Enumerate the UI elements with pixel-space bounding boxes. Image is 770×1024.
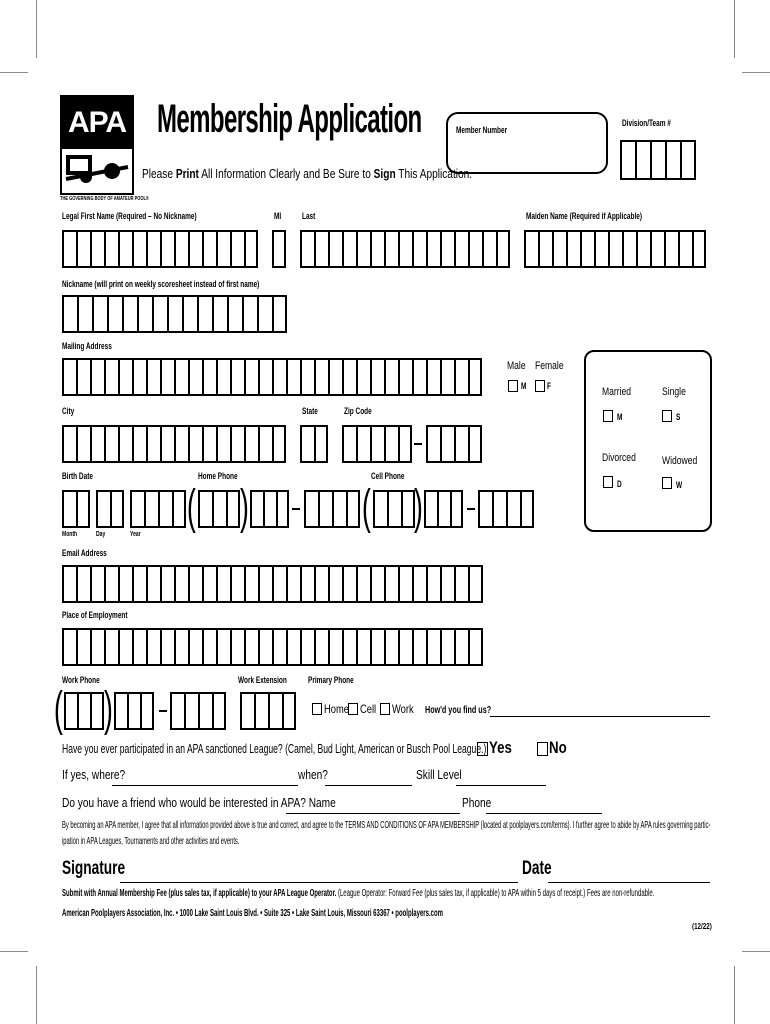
- find-us-line[interactable]: [490, 716, 710, 717]
- state-label: State: [302, 406, 318, 416]
- work-extension-field[interactable]: [240, 692, 296, 730]
- division-team-label: Division/Team #: [622, 118, 671, 128]
- birth-month-field[interactable]: [62, 490, 90, 528]
- terms-line-2: ipation in APA Leagues, Tournaments and other activities and events.: [62, 836, 240, 847]
- member-number-label: Member Number: [456, 125, 508, 135]
- instruction-post: This Application.: [395, 166, 473, 181]
- male-checkbox[interactable]: [508, 380, 518, 392]
- state-field[interactable]: [300, 425, 328, 463]
- participated-question: Have you ever participated in an APA sanctioned League? (Camel, Bud Light, American or Busch Pool League.): [62, 741, 487, 756]
- primary-home-checkbox[interactable]: [312, 703, 322, 715]
- home-area-code-field[interactable]: [198, 490, 240, 528]
- skill-level-label: Skill Level: [416, 767, 462, 782]
- instruction-pre: Please: [142, 166, 176, 181]
- when-line[interactable]: [325, 785, 412, 786]
- day-label: Day: [96, 531, 106, 538]
- terms-line-1: By becoming an APA member, I agree that all information provided above is true and correct, and agree to the TERMS AND CONDITIONS OF APA MEMBERSHIP (located at poolplayers.com/terms). I further agree to abide by APA rules governing partic-: [62, 820, 711, 831]
- yes-checkbox[interactable]: [477, 742, 488, 756]
- home-line-field[interactable]: [304, 490, 360, 528]
- married-label: Married: [602, 386, 632, 398]
- instruction-text: [142, 166, 472, 181]
- primary-work-checkbox[interactable]: [380, 703, 390, 715]
- birth-day-field[interactable]: [96, 490, 124, 528]
- primary-work-label: Work: [392, 702, 414, 716]
- birth-year-field[interactable]: [130, 490, 186, 528]
- month-label: Month: [62, 531, 78, 538]
- female-label: Female: [535, 360, 564, 372]
- if-yes-label: If yes, where?: [62, 767, 126, 782]
- cell-dash: [467, 508, 475, 510]
- mi-label: MI: [274, 211, 282, 221]
- primary-cell-label: Cell: [360, 702, 377, 716]
- signature-line[interactable]: [120, 882, 518, 883]
- yes-label: Yes: [489, 738, 512, 757]
- logo-text: APA: [62, 97, 132, 149]
- employment-field[interactable]: [62, 628, 483, 666]
- marital-status-box: [584, 350, 712, 532]
- nickname-label: Nickname (will print on weekly scoresheet instead of first name): [62, 279, 260, 289]
- mi-field[interactable]: [272, 230, 286, 268]
- no-checkbox[interactable]: [537, 742, 548, 756]
- employment-label: Place of Employment: [62, 610, 128, 620]
- cell-area-open-paren: (: [362, 481, 371, 534]
- friend-label: Do you have a friend who would be interested in APA? Name: [62, 795, 336, 810]
- zip-dash: [414, 443, 422, 445]
- divorced-label: Divorced: [602, 452, 636, 464]
- member-number-box[interactable]: [446, 112, 608, 174]
- page-title: Membership Application: [157, 97, 422, 141]
- work-dash: [159, 710, 167, 712]
- single-label: Single: [662, 386, 686, 398]
- apa-logo: [60, 95, 134, 195]
- skill-level-line[interactable]: [456, 785, 546, 786]
- home-area-close-paren: ): [240, 481, 249, 534]
- friend-phone-line[interactable]: [486, 813, 602, 814]
- maiden-name-field[interactable]: [524, 230, 706, 268]
- find-us-label: How'd you find us?: [425, 705, 492, 716]
- married-checkbox[interactable]: [603, 410, 613, 422]
- date-line[interactable]: [548, 882, 710, 883]
- first-name-field[interactable]: [62, 230, 258, 268]
- work-area-code-field[interactable]: [64, 692, 104, 730]
- cell-area-close-paren: ): [414, 481, 423, 534]
- work-phone-label: Work Phone: [62, 675, 100, 685]
- home-phone-label: Home Phone: [198, 471, 238, 481]
- crop-mark: [36, 0, 37, 58]
- division-team-cells[interactable]: [620, 140, 696, 180]
- crop-mark: [734, 0, 735, 58]
- primary-phone-label: Primary Phone: [308, 675, 354, 685]
- female-f: F: [547, 381, 551, 391]
- cell-phone-label: Cell Phone: [371, 471, 405, 481]
- year-label: Year: [130, 531, 141, 538]
- crop-mark: [0, 951, 28, 952]
- email-label: Email Address: [62, 548, 107, 558]
- cell-area-code-field[interactable]: [373, 490, 415, 528]
- work-line-field[interactable]: [170, 692, 226, 730]
- single-s: S: [676, 412, 681, 422]
- divorced-d: D: [617, 479, 622, 489]
- submit-instructions: [62, 888, 654, 899]
- submit-rest: (League Operator: Forward Fee (plus sales tax, if applicable) to APA within 5 days of receipt.) Fees are non-refundable.: [336, 888, 655, 899]
- submit-bold: Submit with Annual Membership Fee (plus sales tax, if applicable) to your APA League Operator.: [62, 888, 337, 899]
- primary-cell-checkbox[interactable]: [348, 703, 358, 715]
- form-code: (12/22): [692, 922, 712, 931]
- date-label: Date: [522, 858, 552, 879]
- crop-mark: [36, 966, 37, 1024]
- widowed-w: W: [676, 480, 683, 490]
- logo-tagline: THE GOVERNING BODY OF AMATEUR POOL®: [60, 196, 149, 202]
- divorced-checkbox[interactable]: [603, 476, 613, 488]
- crop-mark: [742, 72, 770, 73]
- when-label: when?: [298, 767, 328, 782]
- zip-field[interactable]: [342, 425, 412, 463]
- last-name-field[interactable]: [300, 230, 510, 268]
- work-area-open-paren: (: [54, 683, 63, 736]
- home-dash: [292, 508, 300, 510]
- nickname-field[interactable]: [62, 295, 287, 333]
- crop-mark: [734, 966, 735, 1024]
- first-name-label: Legal First Name (Required – No Nickname): [62, 211, 197, 221]
- city-label: City: [62, 406, 75, 416]
- male-label: Male: [507, 360, 526, 372]
- zip-plus4-field[interactable]: [426, 425, 482, 463]
- cell-prefix-field[interactable]: [424, 490, 463, 528]
- work-area-close-paren: ): [104, 683, 113, 736]
- work-extension-label: Work Extension: [238, 675, 287, 685]
- birth-date-label: Birth Date: [62, 471, 93, 481]
- email-field[interactable]: [62, 565, 483, 603]
- friend-name-line[interactable]: [286, 813, 460, 814]
- instruction-print: Print: [175, 166, 199, 181]
- widowed-checkbox[interactable]: [662, 477, 672, 489]
- if-yes-line[interactable]: [112, 785, 298, 786]
- no-label: No: [549, 738, 567, 757]
- crop-mark: [0, 72, 28, 73]
- last-label: Last: [302, 211, 316, 221]
- male-m: M: [521, 381, 527, 391]
- primary-home-label: Home: [324, 702, 349, 716]
- mailing-address-field[interactable]: [62, 358, 482, 396]
- crop-mark: [742, 951, 770, 952]
- instruction-sign: Sign: [373, 166, 396, 181]
- instruction-mid: All Information Clearly and Be Sure to: [198, 166, 374, 181]
- zip-label: Zip Code: [344, 406, 372, 416]
- friend-phone-label: Phone: [462, 795, 492, 810]
- signature-label: Signature: [62, 858, 126, 879]
- work-prefix-field[interactable]: [114, 692, 154, 730]
- city-field[interactable]: [62, 425, 286, 463]
- married-m: M: [617, 412, 623, 422]
- mailing-address-label: Mailing Address: [62, 341, 112, 351]
- cell-line-field[interactable]: [478, 490, 534, 528]
- maiden-name-label: Maiden Name (Required if Applicable): [526, 211, 643, 221]
- home-prefix-field[interactable]: [250, 490, 289, 528]
- widowed-label: Widowed: [662, 455, 698, 467]
- female-checkbox[interactable]: [535, 380, 545, 392]
- home-area-open-paren: (: [187, 481, 196, 534]
- cue-ball-icon: [62, 149, 132, 193]
- single-checkbox[interactable]: [662, 410, 672, 422]
- apa-address: American Poolplayers Association, Inc. • 1000 Lake Saint Louis Blvd. • Suite 325 • Lake Saint Louis, Missouri 63367 • poolplayers.com: [62, 908, 443, 919]
